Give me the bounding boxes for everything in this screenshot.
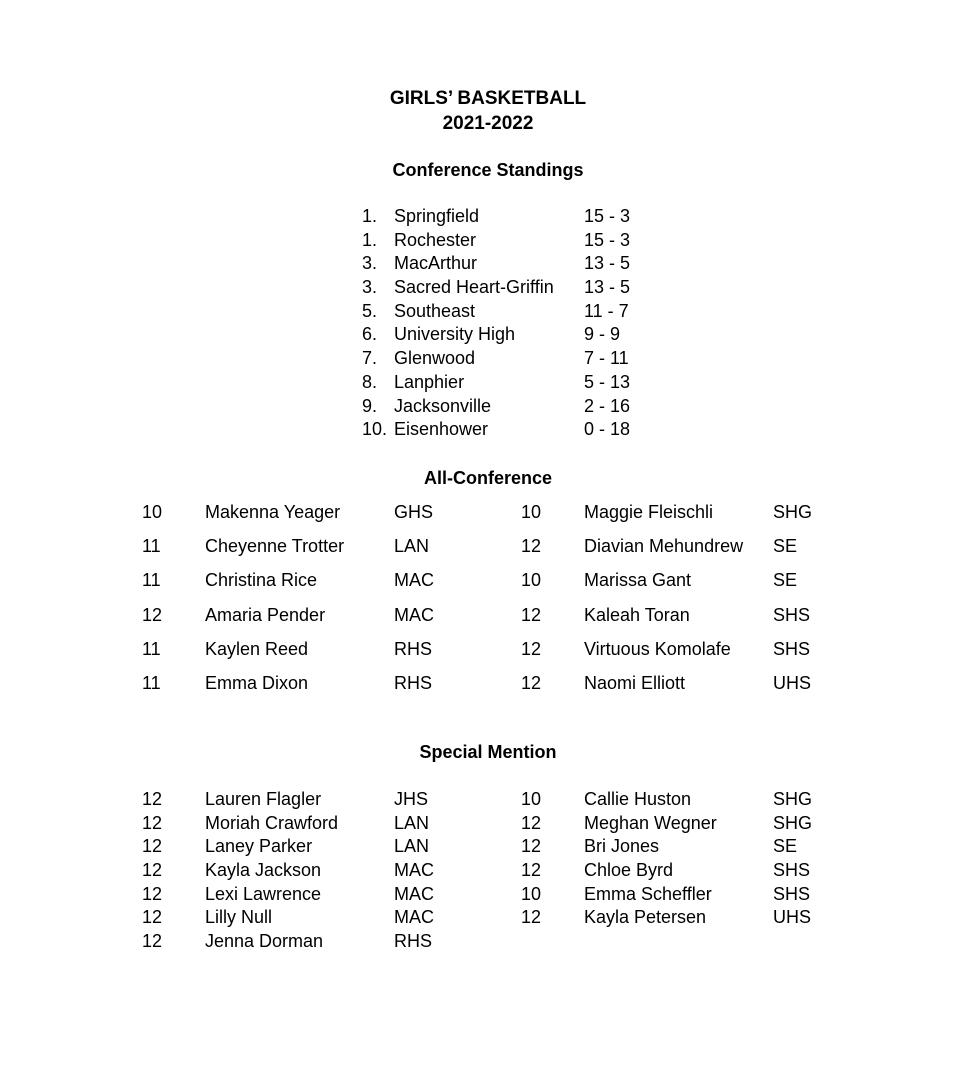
standings-row bbox=[362, 205, 662, 229]
standings-record: 13 - 5 bbox=[584, 277, 631, 298]
standings-team: Lanphier bbox=[394, 371, 465, 392]
player-grade: 11 bbox=[142, 672, 161, 693]
standings-record: 9 - 9 bbox=[584, 324, 621, 345]
standings-rank: 3. bbox=[362, 277, 378, 298]
player-school: JHS bbox=[394, 789, 429, 809]
player-name: Emma Scheffler bbox=[584, 883, 712, 904]
all-conference-list bbox=[0, 500, 976, 705]
player-grade: 12 bbox=[521, 604, 542, 625]
standings-record: 5 - 13 bbox=[584, 371, 631, 392]
standings-rank: 9. bbox=[362, 395, 378, 416]
player-school: SE bbox=[773, 836, 798, 857]
standings-rank: 8. bbox=[362, 371, 378, 392]
standings-rank: 1. bbox=[362, 229, 378, 250]
player-grade: 12 bbox=[521, 638, 542, 659]
player-row bbox=[0, 568, 976, 602]
standings-row bbox=[362, 229, 662, 253]
player-name: Callie Huston bbox=[584, 789, 692, 809]
standings-team: MacArthur bbox=[394, 253, 478, 274]
player-row bbox=[0, 534, 976, 568]
player-school: RHS bbox=[394, 638, 433, 659]
player-grade: 12 bbox=[142, 836, 163, 857]
standings-team: Rochester bbox=[394, 229, 477, 250]
player-grade: 12 bbox=[142, 604, 163, 625]
player-name: Kayla Petersen bbox=[584, 907, 707, 928]
special-mention-list bbox=[0, 787, 976, 953]
standings-record: 13 - 5 bbox=[584, 253, 631, 274]
player-grade: 10 bbox=[142, 502, 163, 522]
player-school: SHS bbox=[773, 860, 811, 881]
player-name: Diavian Mehundrew bbox=[584, 536, 744, 557]
player-row bbox=[0, 929, 976, 953]
standings-row bbox=[362, 395, 662, 419]
standings-record: 15 - 3 bbox=[584, 206, 631, 226]
player-grade: 10 bbox=[521, 570, 542, 591]
standings-team: Sacred Heart-Griffin bbox=[394, 277, 554, 298]
player-grade: 12 bbox=[142, 907, 163, 928]
player-name: Laney Parker bbox=[205, 836, 313, 857]
player-grade: 11 bbox=[142, 536, 161, 557]
player-name: Meghan Wegner bbox=[584, 812, 717, 833]
player-name: Chloe Byrd bbox=[584, 860, 674, 881]
standings-row bbox=[362, 371, 662, 395]
standings-team: Springfield bbox=[394, 206, 480, 226]
player-grade: 10 bbox=[521, 883, 542, 904]
player-name: Makenna Yeager bbox=[205, 502, 341, 522]
standings-rank: 10. bbox=[362, 419, 388, 440]
standings-row bbox=[362, 347, 662, 371]
standings-rank: 7. bbox=[362, 348, 378, 369]
player-name: Maggie Fleischli bbox=[584, 502, 714, 522]
player-row bbox=[0, 882, 976, 906]
player-grade: 11 bbox=[142, 570, 161, 591]
player-grade: 12 bbox=[521, 812, 542, 833]
player-grade: 12 bbox=[142, 931, 163, 952]
player-name: Kayla Jackson bbox=[205, 860, 322, 881]
standings-team: Jacksonville bbox=[394, 395, 492, 416]
player-school: MAC bbox=[394, 604, 434, 625]
player-grade: 12 bbox=[521, 860, 542, 881]
player-name: Moriah Crawford bbox=[205, 812, 339, 833]
player-name: Jenna Dorman bbox=[205, 931, 324, 952]
document-title: GIRLS’ BASKETBALL bbox=[389, 88, 587, 109]
player-name: Emma Dixon bbox=[205, 672, 309, 693]
standings-row bbox=[362, 418, 662, 442]
player-school: LAN bbox=[394, 536, 430, 557]
player-grade: 12 bbox=[521, 536, 542, 557]
player-name: Marissa Gant bbox=[584, 570, 692, 591]
player-school: SHG bbox=[773, 502, 813, 522]
standings-row bbox=[362, 276, 662, 300]
player-row bbox=[0, 858, 976, 882]
standings-rank: 6. bbox=[362, 324, 378, 345]
player-row bbox=[0, 603, 976, 637]
player-row bbox=[0, 637, 976, 671]
special-mention-heading: Special Mention bbox=[419, 742, 557, 762]
player-school: SHS bbox=[773, 883, 811, 904]
player-grade: 12 bbox=[142, 789, 163, 809]
standings-team: University High bbox=[394, 324, 516, 345]
player-row bbox=[0, 500, 976, 534]
player-row bbox=[0, 811, 976, 835]
player-school: SHG bbox=[773, 812, 813, 833]
player-row bbox=[0, 787, 976, 811]
standings-list bbox=[362, 205, 662, 442]
standings-row bbox=[362, 323, 662, 347]
player-school: SHS bbox=[773, 638, 811, 659]
player-school: UHS bbox=[773, 672, 812, 693]
player-grade: 12 bbox=[521, 907, 542, 928]
player-name: Virtuous Komolafe bbox=[584, 638, 731, 659]
player-school: SHS bbox=[773, 604, 811, 625]
standings-record: 7 - 11 bbox=[584, 348, 629, 369]
player-school: RHS bbox=[394, 931, 433, 952]
player-row bbox=[0, 834, 976, 858]
player-school: UHS bbox=[773, 907, 812, 928]
player-school: MAC bbox=[394, 570, 434, 591]
standings-row bbox=[362, 300, 662, 324]
player-name: Kaleah Toran bbox=[584, 604, 690, 625]
player-school: MAC bbox=[394, 907, 434, 928]
player-school: SE bbox=[773, 570, 798, 591]
player-grade: 11 bbox=[142, 638, 161, 659]
player-row bbox=[0, 671, 976, 705]
standings-row bbox=[362, 252, 662, 276]
player-grade: 12 bbox=[521, 672, 542, 693]
player-name: Kaylen Reed bbox=[205, 638, 309, 659]
player-school: RHS bbox=[394, 672, 433, 693]
player-grade: 10 bbox=[521, 789, 542, 809]
player-grade: 12 bbox=[142, 812, 163, 833]
standings-record: 11 - 7 bbox=[584, 300, 629, 321]
player-name: Bri Jones bbox=[584, 836, 660, 857]
player-name: Cheyenne Trotter bbox=[205, 536, 345, 557]
player-name: Amaria Pender bbox=[205, 604, 326, 625]
player-grade: 12 bbox=[142, 883, 163, 904]
player-school: LAN bbox=[394, 812, 430, 833]
standings-record: 0 - 18 bbox=[584, 419, 631, 440]
player-school: MAC bbox=[394, 860, 434, 881]
standings-team: Southeast bbox=[394, 300, 476, 321]
player-name: Christina Rice bbox=[205, 570, 318, 591]
player-grade: 10 bbox=[521, 502, 542, 522]
standings-team: Glenwood bbox=[394, 348, 476, 369]
player-school: MAC bbox=[394, 883, 434, 904]
standings-heading: Conference Standings bbox=[392, 160, 584, 180]
player-school: SE bbox=[773, 536, 798, 557]
player-name: Lauren Flagler bbox=[205, 789, 322, 809]
player-grade: 12 bbox=[521, 836, 542, 857]
standings-record: 15 - 3 bbox=[584, 229, 631, 250]
season-label: 2021-2022 bbox=[442, 113, 534, 134]
player-row bbox=[0, 905, 976, 929]
player-school: LAN bbox=[394, 836, 430, 857]
player-name: Lexi Lawrence bbox=[205, 883, 322, 904]
player-grade: 12 bbox=[142, 860, 163, 881]
standings-rank: 5. bbox=[362, 300, 378, 321]
player-name: Naomi Elliott bbox=[584, 672, 686, 693]
player-name: Lilly Null bbox=[205, 907, 273, 928]
player-school: GHS bbox=[394, 502, 434, 522]
standings-rank: 1. bbox=[362, 206, 378, 226]
standings-rank: 3. bbox=[362, 253, 378, 274]
standings-team: Eisenhower bbox=[394, 419, 489, 440]
player-school: SHG bbox=[773, 789, 813, 809]
standings-record: 2 - 16 bbox=[584, 395, 631, 416]
all-conference-heading: All-Conference bbox=[423, 468, 553, 488]
